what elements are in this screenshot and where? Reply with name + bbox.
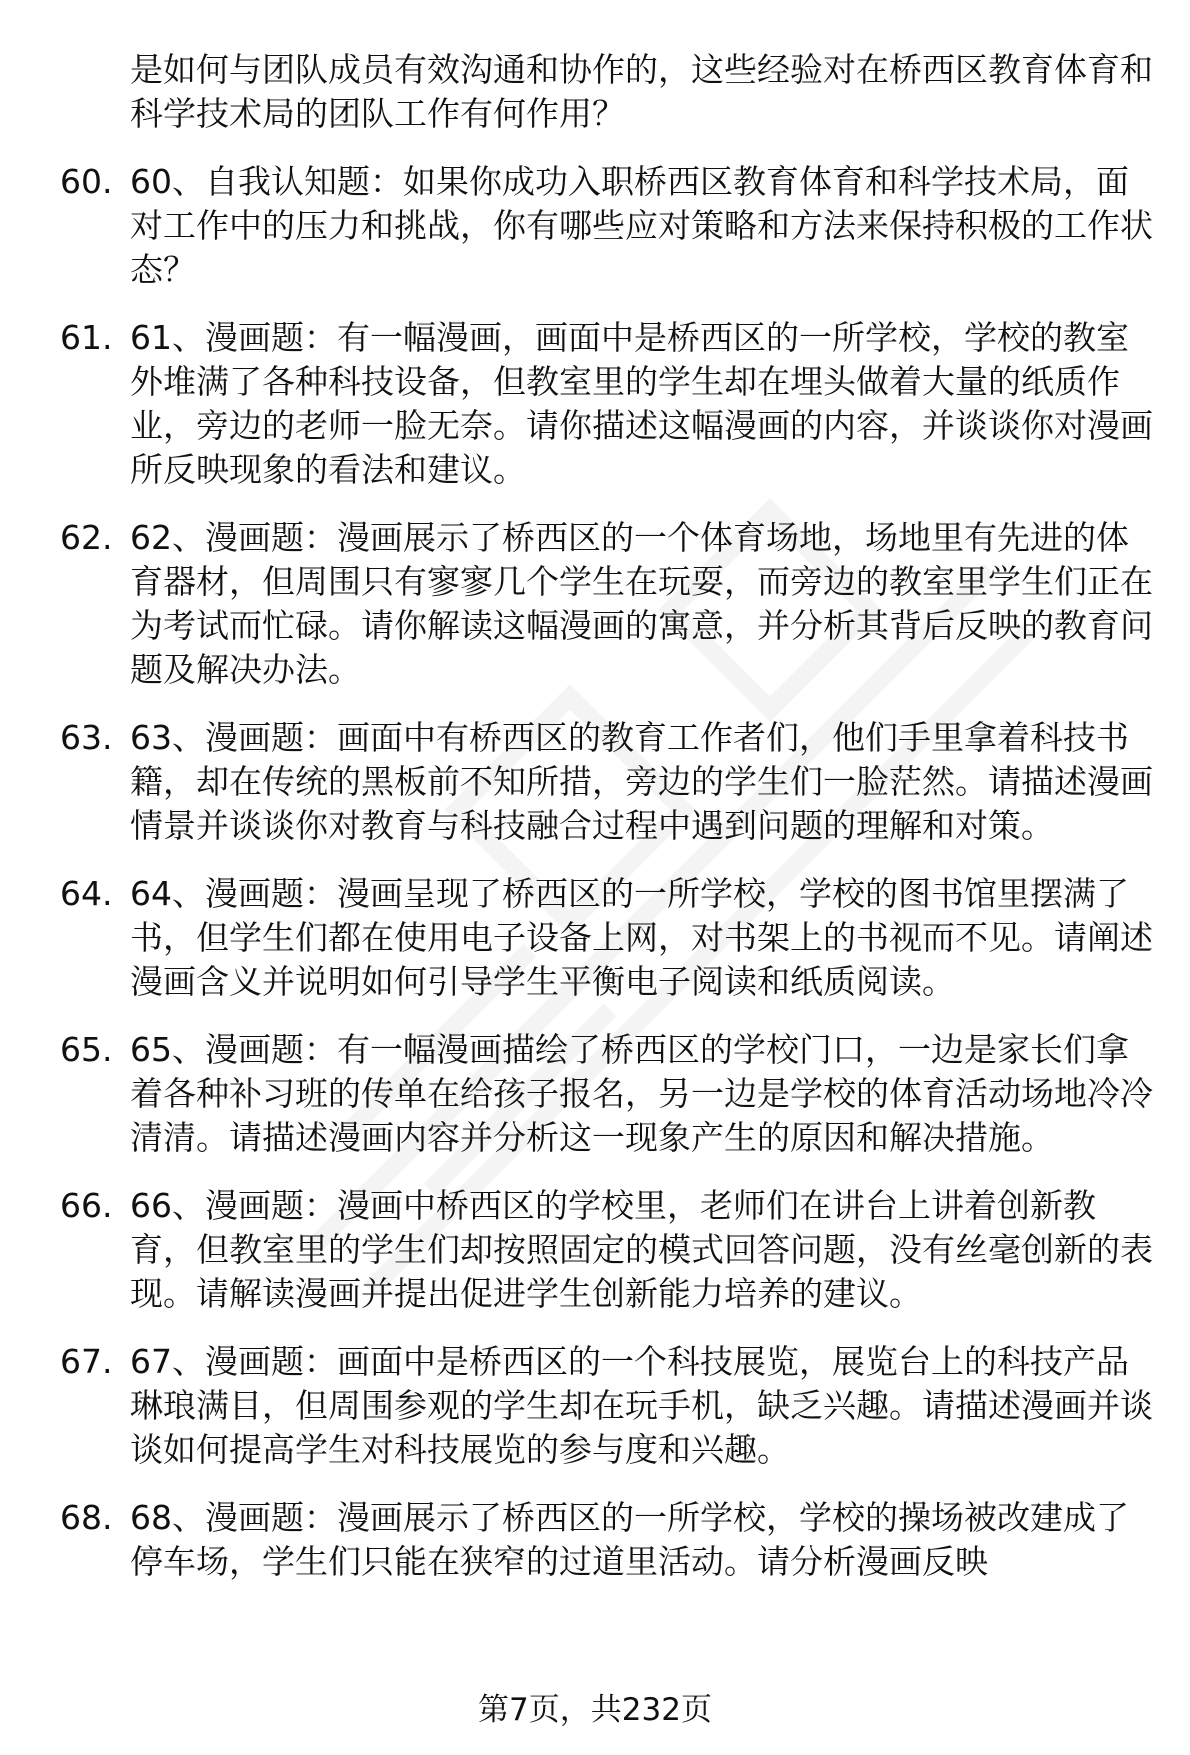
list-item xyxy=(60,1184,1160,1316)
list-item xyxy=(60,1496,1160,1584)
question-text: 65、漫画题：有一幅漫画描绘了桥西区的学校门口，一边是家长们拿着各种补习班的传单在给孩子报名，另一边是学校的体育活动场地冷冷清清。请描述漫画内容并分析这一现象产生的原因和解决措施。 xyxy=(130,1030,1153,1157)
question-text: 66、漫画题：漫画中桥西区的学校里，老师们在讲台上讲着创新教育，但教室里的学生们却按照固定的模式回答问题，没有丝毫创新的表现。请解读漫画并提出促进学生创新能力培养的建议。 xyxy=(130,1186,1153,1313)
list-item xyxy=(60,1340,1160,1472)
question-text: 64、漫画题：漫画呈现了桥西区的一所学校，学校的图书馆里摆满了书，但学生们都在使用电子设备上网，对书架上的书视而不见。请阐述漫画含义并说明如何引导学生平衡电子阅读和纸质阅读。 xyxy=(130,874,1153,1001)
list-item xyxy=(60,516,1160,692)
list-number: 68. xyxy=(60,1498,113,1537)
list-number: 64. xyxy=(60,874,113,913)
list-number: 65. xyxy=(60,1030,113,1069)
list-number: 67. xyxy=(60,1342,113,1381)
question-text: 68、漫画题：漫画展示了桥西区的一所学校，学校的操场被改建成了停车场，学生们只能在狭窄的过道里活动。请分析漫画反映 xyxy=(130,1498,1129,1581)
list-item xyxy=(60,716,1160,848)
question-text: 63、漫画题：画面中有桥西区的教育工作者们，他们手里拿着科技书籍，却在传统的黑板前不知所措，旁边的学生们一脸茫然。请描述漫画情景并谈谈你对教育与科技融合过程中遇到问题的理解和对策。 xyxy=(130,718,1153,845)
list-item xyxy=(60,316,1160,492)
document-body xyxy=(60,48,1160,1608)
list-item xyxy=(60,1028,1160,1160)
page-footer: 第7页，共232页 xyxy=(478,1692,712,1728)
list-item xyxy=(60,872,1160,1004)
list-number: 62. xyxy=(60,518,113,557)
continued-paragraph: 是如何与团队成员有效沟通和协作的，这些经验对在桥西区教育体育和科学技术局的团队工作有何作用？ xyxy=(130,50,1153,133)
list-number: 61. xyxy=(60,318,113,357)
list-number: 63. xyxy=(60,718,113,757)
question-text: 62、漫画题：漫画展示了桥西区的一个体育场地，场地里有先进的体育器材，但周围只有寥寥几个学生在玩耍，而旁边的教室里学生们正在为考试而忙碌。请你解读这幅漫画的寓意，并分析其背后反映的教育问题及解决办法。 xyxy=(130,518,1153,689)
question-text: 61、漫画题：有一幅漫画，画面中是桥西区的一所学校，学校的教室外堆满了各种科技设备，但教室里的学生却在埋头做着大量的纸质作业，旁边的老师一脸无奈。请你描述这幅漫画的内容，并谈谈你对漫画所反映现象的看法和建议。 xyxy=(130,318,1153,489)
question-text: 60、自我认知题：如果你成功入职桥西区教育体育和科学技术局，面对工作中的压力和挑战，你有哪些应对策略和方法来保持积极的工作状态？ xyxy=(130,162,1153,289)
list-item xyxy=(60,160,1160,292)
list-number: 66. xyxy=(60,1186,113,1225)
question-text: 67、漫画题：画面中是桥西区的一个科技展览，展览台上的科技产品琳琅满目，但周围参观的学生却在玩手机，缺乏兴趣。请描述漫画并谈谈如何提高学生对科技展览的参与度和兴趣。 xyxy=(130,1342,1153,1469)
list-number: 60. xyxy=(60,162,113,201)
